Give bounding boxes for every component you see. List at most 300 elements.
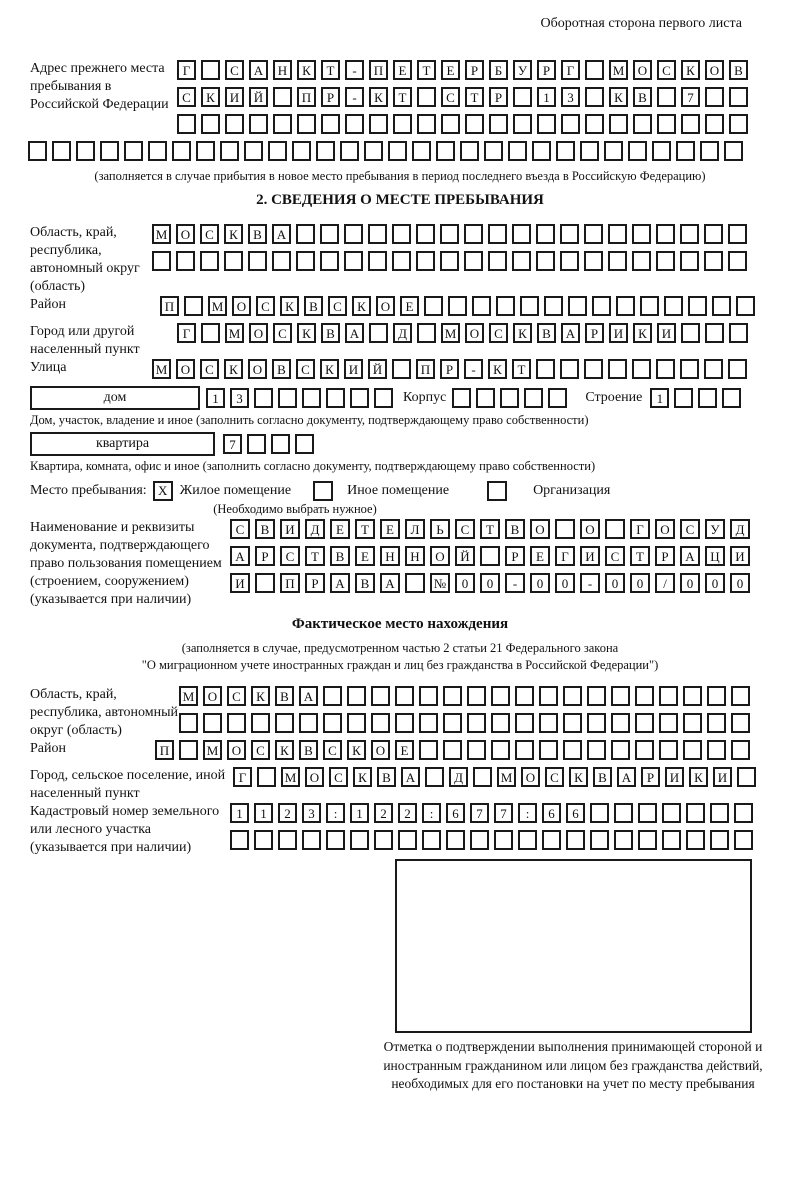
- char-cell: 6: [542, 803, 561, 823]
- char-cell: В: [275, 686, 294, 706]
- char-cell: 1: [254, 803, 273, 823]
- char-cell: М: [441, 323, 460, 343]
- char-cell: К: [369, 87, 388, 107]
- char-cell: [605, 519, 625, 539]
- char-cell: [515, 686, 534, 706]
- char-cell: [368, 251, 387, 271]
- char-cell: О: [232, 296, 251, 316]
- char-cell: Е: [330, 519, 350, 539]
- raion-row: [160, 296, 755, 316]
- char-cell: П: [369, 60, 388, 80]
- char-cell: [513, 114, 532, 134]
- char-cell: [710, 830, 729, 850]
- char-cell: [683, 740, 702, 760]
- char-cell: [611, 686, 630, 706]
- char-cell: [417, 114, 436, 134]
- char-cell: [556, 141, 575, 161]
- char-cell: Л: [405, 519, 425, 539]
- checkbox-zhiloe[interactable]: X: [153, 481, 173, 501]
- char-cell: [52, 141, 71, 161]
- char-cell: [392, 359, 411, 379]
- char-cell: Ь: [430, 519, 450, 539]
- char-cell: [561, 114, 580, 134]
- doc-row-3: [230, 573, 750, 593]
- char-cell: [584, 251, 603, 271]
- char-cell: [297, 114, 316, 134]
- prev-address-row-2: [177, 87, 748, 107]
- char-cell: Т: [417, 60, 436, 80]
- char-cell: Д: [393, 323, 412, 343]
- char-cell: П: [155, 740, 174, 760]
- oblast-row-2: [152, 251, 747, 271]
- char-cell: [224, 251, 243, 271]
- char-cell: [326, 830, 345, 850]
- char-cell: С: [256, 296, 275, 316]
- doc-label: Наименование и реквизиты документа, подтверждающего право пользования помещением (строением, сооружением) (указывается при наличии): [30, 520, 222, 607]
- char-cell: [590, 830, 609, 850]
- char-cell: 6: [446, 803, 465, 823]
- field-kvartira: [0, 432, 800, 456]
- char-cell: [680, 251, 699, 271]
- char-cell: [100, 141, 119, 161]
- char-cell: Г: [555, 546, 575, 566]
- char-cell: Т: [480, 519, 500, 539]
- char-cell: [273, 87, 292, 107]
- gorod-fact-label: Город, сельское поселение, иной населенный пункт: [30, 768, 226, 801]
- char-cell: [736, 296, 755, 316]
- char-cell: Р: [321, 87, 340, 107]
- char-cell: [536, 359, 555, 379]
- char-cell: Г: [233, 767, 252, 787]
- char-cell: [76, 141, 95, 161]
- char-cell: [467, 686, 486, 706]
- page-side-note: Оборотная сторона первого листа: [540, 16, 742, 31]
- char-cell: [734, 803, 753, 823]
- kadastr-label: Кадастровый номер земельного или лесного участка (указывается при наличии): [30, 804, 220, 855]
- char-cell: [425, 767, 444, 787]
- char-cell: [662, 830, 681, 850]
- char-cell: К: [251, 686, 270, 706]
- char-cell: [568, 296, 587, 316]
- char-cell: В: [377, 767, 396, 787]
- prev-address-row-4: [28, 141, 800, 161]
- char-cell: С: [657, 60, 676, 80]
- char-cell: [705, 87, 724, 107]
- char-cell: [563, 686, 582, 706]
- char-cell: [272, 251, 291, 271]
- char-cell: [700, 141, 719, 161]
- char-cell: [422, 830, 441, 850]
- char-cell: [608, 359, 627, 379]
- char-cell: В: [729, 60, 748, 80]
- char-cell: [443, 686, 462, 706]
- char-cell: [299, 713, 318, 733]
- char-cell: К: [513, 323, 532, 343]
- char-cell: -: [345, 87, 364, 107]
- char-cell: Е: [393, 60, 412, 80]
- char-cell: В: [537, 323, 556, 343]
- char-cell: [659, 713, 678, 733]
- char-cell: [584, 224, 603, 244]
- char-cell: С: [251, 740, 270, 760]
- mesto-caption: (Необходимо выбрать нужное): [213, 502, 377, 516]
- char-cell: [251, 713, 270, 733]
- char-cell: К: [275, 740, 294, 760]
- stroenie-label: Строение: [585, 390, 643, 405]
- char-cell: [424, 296, 443, 316]
- char-cell: [247, 434, 266, 454]
- char-cell: [638, 803, 657, 823]
- char-cell: О: [655, 519, 675, 539]
- char-cell: Н: [405, 546, 425, 566]
- char-cell: С: [323, 740, 342, 760]
- char-cell: /: [655, 573, 675, 593]
- char-cell: О: [465, 323, 484, 343]
- char-cell: [369, 114, 388, 134]
- char-cell: [28, 141, 47, 161]
- char-cell: С: [230, 519, 250, 539]
- option-zhiloe-label: Жилое помещение: [179, 483, 292, 498]
- char-cell: 7: [681, 87, 700, 107]
- char-cell: 1: [350, 803, 369, 823]
- char-cell: [539, 740, 558, 760]
- ulitsa-label: Улица: [30, 360, 67, 375]
- char-cell: [302, 388, 321, 408]
- char-cell: [388, 141, 407, 161]
- char-cell: [200, 251, 219, 271]
- char-cell: О: [176, 224, 195, 244]
- char-cell: К: [224, 359, 243, 379]
- char-cell: [544, 296, 563, 316]
- char-cell: С: [329, 767, 348, 787]
- gorod-row: [177, 323, 748, 343]
- field-mesto-type: [0, 480, 800, 502]
- char-cell: Е: [441, 60, 460, 80]
- char-cell: К: [224, 224, 243, 244]
- char-cell: [201, 114, 220, 134]
- char-cell: [292, 141, 311, 161]
- char-cell: К: [633, 323, 652, 343]
- char-cell: В: [355, 573, 375, 593]
- char-cell: 0: [455, 573, 475, 593]
- char-cell: [734, 830, 753, 850]
- char-cell: [201, 60, 220, 80]
- char-cell: [512, 251, 531, 271]
- char-cell: О: [305, 767, 324, 787]
- char-cell: [393, 114, 412, 134]
- char-cell: [440, 251, 459, 271]
- char-cell: [705, 323, 724, 343]
- char-cell: [656, 251, 675, 271]
- char-cell: В: [633, 87, 652, 107]
- char-cell: Д: [449, 767, 468, 787]
- char-cell: [436, 141, 455, 161]
- char-cell: [172, 141, 191, 161]
- char-cell: [611, 740, 630, 760]
- char-cell: 0: [730, 573, 750, 593]
- char-cell: [611, 713, 630, 733]
- char-cell: [724, 141, 743, 161]
- char-cell: [179, 713, 198, 733]
- char-cell: М: [609, 60, 628, 80]
- char-cell: Р: [537, 60, 556, 80]
- char-cell: [729, 114, 748, 134]
- char-cell: О: [248, 359, 267, 379]
- char-cell: [278, 388, 297, 408]
- char-cell: О: [176, 359, 195, 379]
- char-cell: [448, 296, 467, 316]
- char-cell: В: [272, 359, 291, 379]
- char-cell: [440, 224, 459, 244]
- char-cell: [518, 830, 537, 850]
- char-cell: П: [280, 573, 300, 593]
- checkbox-org[interactable]: [487, 481, 507, 501]
- char-cell: :: [518, 803, 537, 823]
- char-cell: С: [489, 323, 508, 343]
- char-cell: [489, 114, 508, 134]
- char-cell: 3: [302, 803, 321, 823]
- char-cell: Г: [630, 519, 650, 539]
- oblast-fact-row-1: [179, 686, 750, 706]
- fact-location-caption-2: "О миграционном учете иностранных граждан и лиц без гражданства в Российской Федерации"): [141, 658, 659, 672]
- char-cell: С: [605, 546, 625, 566]
- char-cell: [249, 114, 268, 134]
- char-cell: Б: [489, 60, 508, 80]
- char-cell: В: [248, 224, 267, 244]
- char-cell: У: [705, 519, 725, 539]
- char-cell: П: [160, 296, 179, 316]
- char-cell: [419, 740, 438, 760]
- char-cell: [520, 296, 539, 316]
- char-cell: Т: [305, 546, 325, 566]
- char-cell: [731, 740, 750, 760]
- char-cell: [467, 713, 486, 733]
- char-cell: В: [299, 740, 318, 760]
- char-cell: К: [569, 767, 588, 787]
- char-cell: [488, 224, 507, 244]
- char-cell: С: [200, 224, 219, 244]
- char-cell: -: [464, 359, 483, 379]
- char-cell: [728, 251, 747, 271]
- char-cell: [664, 296, 683, 316]
- char-cell: Е: [355, 546, 375, 566]
- fact-location-caption-1: (заполняется в случае, предусмотренном частью 2 статьи 21 Федерального закона: [181, 641, 619, 655]
- oblast-fact-row-2: [179, 713, 750, 733]
- char-cell: Е: [530, 546, 550, 566]
- char-cell: [710, 803, 729, 823]
- char-cell: [705, 114, 724, 134]
- field-doc: [0, 519, 800, 609]
- char-cell: [491, 740, 510, 760]
- char-cell: Е: [400, 296, 419, 316]
- char-cell: [500, 388, 519, 408]
- char-cell: [443, 713, 462, 733]
- char-cell: В: [321, 323, 340, 343]
- char-cell: В: [593, 767, 612, 787]
- char-cell: [707, 686, 726, 706]
- char-cell: [704, 359, 723, 379]
- char-cell: [176, 251, 195, 271]
- char-cell: [254, 830, 273, 850]
- char-cell: [555, 519, 575, 539]
- char-cell: [405, 573, 425, 593]
- char-cell: [638, 830, 657, 850]
- char-cell: [465, 114, 484, 134]
- field-gorod-fact: [0, 767, 800, 803]
- checkbox-inoe[interactable]: [313, 481, 333, 501]
- char-cell: [563, 713, 582, 733]
- char-cell: [392, 251, 411, 271]
- char-cell: [350, 388, 369, 408]
- char-cell: [320, 224, 339, 244]
- char-cell: [707, 713, 726, 733]
- char-cell: [323, 686, 342, 706]
- char-cell: 6: [566, 803, 585, 823]
- char-cell: О: [249, 323, 268, 343]
- char-cell: [230, 830, 249, 850]
- char-cell: Й: [249, 87, 268, 107]
- char-cell: А: [561, 323, 580, 343]
- field-raion: [0, 296, 800, 323]
- char-cell: [657, 87, 676, 107]
- field-gorod: [0, 323, 800, 359]
- doc-row-2: [230, 546, 750, 566]
- char-cell: В: [255, 519, 275, 539]
- char-cell: [254, 388, 273, 408]
- char-cell: [124, 141, 143, 161]
- char-cell: С: [328, 296, 347, 316]
- char-cell: 3: [230, 388, 249, 408]
- char-cell: А: [380, 573, 400, 593]
- char-cell: [302, 830, 321, 850]
- char-cell: 2: [278, 803, 297, 823]
- char-cell: О: [371, 740, 390, 760]
- char-cell: [412, 141, 431, 161]
- field-kadastr: [0, 803, 800, 857]
- char-cell: [587, 713, 606, 733]
- char-cell: [203, 713, 222, 733]
- char-cell: [350, 830, 369, 850]
- char-cell: [508, 141, 527, 161]
- char-cell: Р: [489, 87, 508, 107]
- char-cell: [484, 141, 503, 161]
- char-cell: М: [497, 767, 516, 787]
- prev-address-row-1: [177, 60, 748, 80]
- char-cell: [347, 686, 366, 706]
- char-cell: [296, 251, 315, 271]
- char-cell: С: [296, 359, 315, 379]
- char-cell: Й: [368, 359, 387, 379]
- char-cell: К: [201, 87, 220, 107]
- char-cell: [472, 296, 491, 316]
- char-cell: [201, 323, 220, 343]
- char-cell: 7: [494, 803, 513, 823]
- char-cell: [566, 830, 585, 850]
- char-cell: [585, 60, 604, 80]
- char-cell: [560, 359, 579, 379]
- char-cell: Р: [505, 546, 525, 566]
- char-cell: [616, 296, 635, 316]
- char-cell: [532, 141, 551, 161]
- char-cell: М: [225, 323, 244, 343]
- char-cell: [480, 546, 500, 566]
- char-cell: [632, 359, 651, 379]
- char-cell: [184, 296, 203, 316]
- char-cell: А: [249, 60, 268, 80]
- char-cell: [542, 830, 561, 850]
- char-cell: К: [280, 296, 299, 316]
- char-cell: [614, 830, 633, 850]
- doc-row-1: [230, 519, 750, 539]
- oblast-fact-label: Область, край, республика, автономный округ (область): [30, 687, 179, 738]
- char-cell: [446, 830, 465, 850]
- char-cell: С: [455, 519, 475, 539]
- char-cell: М: [281, 767, 300, 787]
- char-cell: [731, 713, 750, 733]
- char-cell: О: [633, 60, 652, 80]
- char-cell: О: [521, 767, 540, 787]
- char-cell: №: [430, 573, 450, 593]
- char-cell: [737, 767, 756, 787]
- char-cell: И: [225, 87, 244, 107]
- char-cell: Р: [585, 323, 604, 343]
- char-cell: [548, 388, 567, 408]
- char-cell: [364, 141, 383, 161]
- char-cell: Г: [561, 60, 580, 80]
- char-cell: Г: [177, 323, 196, 343]
- char-cell: [417, 323, 436, 343]
- char-cell: [464, 251, 483, 271]
- char-cell: [344, 251, 363, 271]
- char-cell: [416, 224, 435, 244]
- char-cell: К: [352, 296, 371, 316]
- char-cell: [632, 251, 651, 271]
- char-cell: К: [297, 60, 316, 80]
- char-cell: [441, 114, 460, 134]
- char-cell: И: [713, 767, 732, 787]
- kadastr-row-1: [230, 803, 753, 823]
- char-cell: Й: [455, 546, 475, 566]
- char-cell: Р: [305, 573, 325, 593]
- char-cell: [686, 803, 705, 823]
- char-cell: 1: [537, 87, 556, 107]
- char-cell: [467, 740, 486, 760]
- char-cell: [676, 141, 695, 161]
- char-cell: [417, 87, 436, 107]
- char-cell: [295, 434, 314, 454]
- char-cell: [729, 87, 748, 107]
- char-cell: [632, 224, 651, 244]
- char-cell: [731, 686, 750, 706]
- char-cell: [371, 713, 390, 733]
- char-cell: [635, 686, 654, 706]
- char-cell: [316, 141, 335, 161]
- char-cell: А: [230, 546, 250, 566]
- char-cell: [513, 87, 532, 107]
- field-oblast: [0, 224, 800, 296]
- char-cell: [539, 686, 558, 706]
- char-cell: 1: [206, 388, 225, 408]
- char-cell: -: [505, 573, 525, 593]
- char-cell: И: [344, 359, 363, 379]
- char-cell: [296, 224, 315, 244]
- char-cell: Р: [465, 60, 484, 80]
- char-cell: [460, 141, 479, 161]
- char-cell: [196, 141, 215, 161]
- dom-cells: [206, 388, 393, 408]
- field-raion-fact: [0, 740, 800, 767]
- char-cell: И: [280, 519, 300, 539]
